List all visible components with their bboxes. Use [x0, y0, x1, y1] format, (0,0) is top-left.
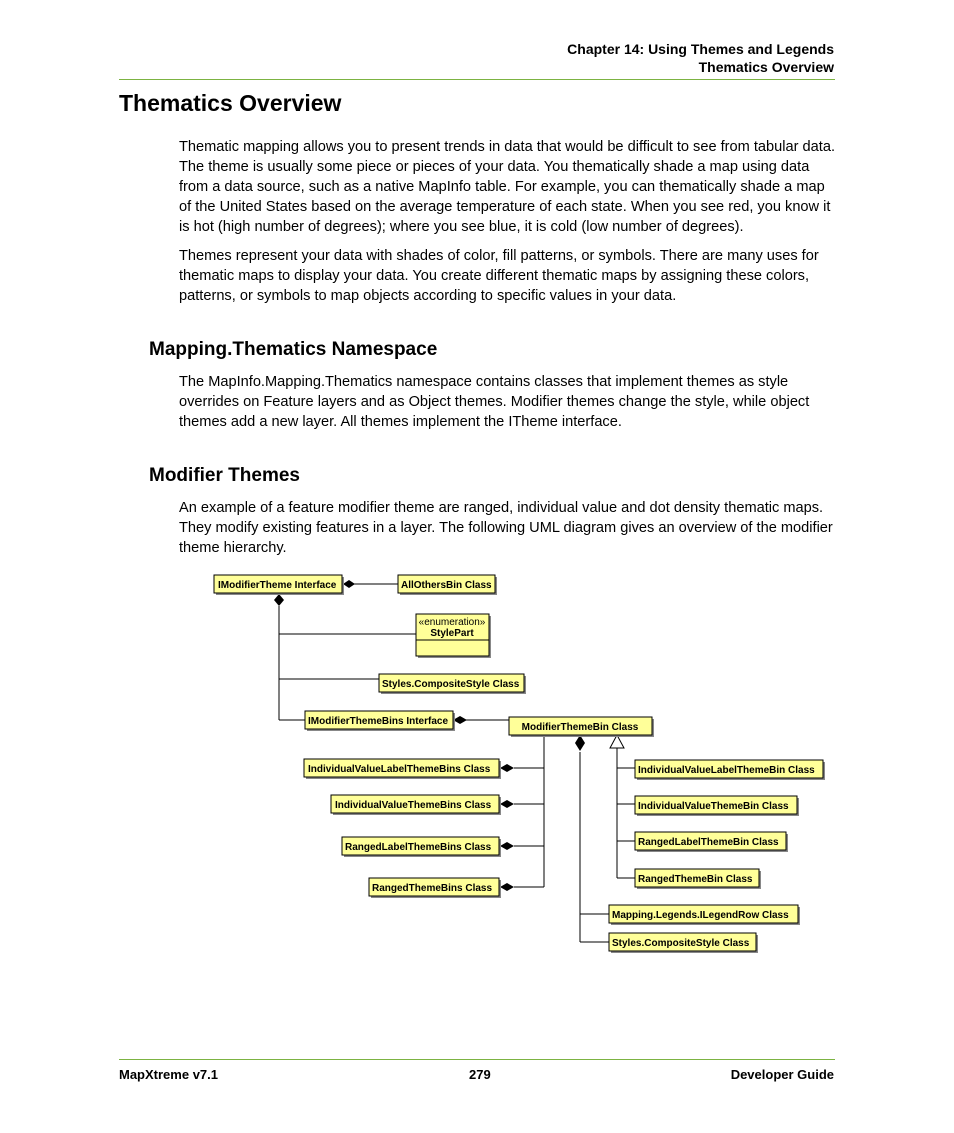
- uml-class-label: Styles.CompositeStyle Class: [382, 679, 520, 690]
- uml-class-composite-style-2: [609, 933, 758, 953]
- uml-class-label: IndividualValueLabelThemeBins Class: [308, 764, 491, 775]
- uml-class-imodifier-theme: [214, 575, 344, 595]
- uml-class-label: AllOthersBin Class: [401, 580, 492, 591]
- uml-class-ranged-theme-bins: [369, 878, 501, 898]
- namespace-heading: Mapping.Thematics Namespace: [149, 339, 438, 360]
- uml-class-label: RangedThemeBin Class: [638, 874, 753, 885]
- uml-class-label: Styles.CompositeStyle Class: [612, 938, 750, 949]
- footer-guide: Developer Guide: [730, 1067, 834, 1082]
- composition-diamond-icon: [575, 735, 585, 751]
- footer-page-number: 279: [469, 1067, 491, 1082]
- composition-diamond-icon: [453, 716, 467, 724]
- uml-class-iv-label-theme-bin: [635, 760, 825, 780]
- running-header-section: Thematics Overview: [698, 59, 834, 75]
- modifier-heading: Modifier Themes: [149, 465, 300, 486]
- uml-class-label: RangedLabelThemeBin Class: [638, 837, 779, 848]
- composition-diamond-icon: [343, 580, 355, 588]
- uml-class-label: IModifierTheme Interface: [218, 580, 337, 591]
- footer-rule: [119, 1059, 835, 1060]
- running-header-chapter: Chapter 14: Using Themes and Legends: [567, 41, 834, 57]
- uml-class-ranged-label-theme-bin: [635, 832, 788, 852]
- page-title: Thematics Overview: [119, 90, 342, 116]
- uml-class-imodifier-theme-bins: [305, 711, 455, 731]
- uml-stereotype-label: «enumeration»: [418, 617, 486, 628]
- footer-product: MapXtreme v7.1: [119, 1067, 218, 1082]
- uml-class-label: IModifierThemeBins Interface: [308, 716, 449, 727]
- composition-diamond-icon: [500, 764, 514, 772]
- uml-class-label: IndividualValueThemeBin Class: [638, 801, 789, 812]
- composition-diamond-icon: [274, 594, 284, 606]
- namespace-paragraph: The MapInfo.Mapping.Thematics namespace contains classes that implement themes as style overrides on Feature layers and as Object themes. Modifier themes change the style, while object themes add a new layer. All themes implement the ITheme interface.: [179, 374, 810, 430]
- uml-class-all-others-bin: [398, 575, 497, 595]
- uml-class-ranged-theme-bin: [635, 869, 761, 889]
- uml-class-iv-theme-bin: [635, 796, 799, 816]
- composition-diamond-icon: [500, 800, 514, 808]
- uml-class-label: RangedLabelThemeBins Class: [345, 842, 492, 853]
- composition-diamond-icon: [500, 883, 514, 891]
- uml-class-label: IndividualValueLabelThemeBin Class: [638, 765, 815, 776]
- uml-class-modifier-theme-bin: [509, 717, 654, 737]
- modifier-paragraph: An example of a feature modifier theme are ranged, individual value and dot density thematic maps. They modify existing features in a layer. The following UML diagram gives an overview of the modifier theme hierarchy.: [179, 500, 833, 556]
- uml-class-label: RangedThemeBins Class: [372, 883, 493, 894]
- composition-diamond-icon: [500, 842, 514, 850]
- themes-paragraph: Themes represent your data with shades of color, fill patterns, or symbols. There are many uses for thematic maps to display your data. You create different thematic maps by assigning these colors, patterns, or symbols to map objects according to specific values in your data.: [179, 248, 819, 304]
- uml-class-iv-theme-bins: [331, 795, 501, 815]
- intro-paragraph: Thematic mapping allows you to present trends in data that would be difficult to see from tabular data. The theme is usually some piece or pieces of your data. You thematically shade a map using data from a data source, such as a native MapInfo table. For example, you can thematically shade a map of the United States based on the average temperature of each state. When you see red, you know it is hot (high number of degrees); where you see blue, it is cold (low number of degrees).: [179, 139, 836, 235]
- uml-class-composite-style-1: [379, 674, 526, 694]
- uml-class-ranged-label-theme-bins: [342, 837, 501, 857]
- uml-enum-style-part: [416, 614, 491, 658]
- uml-class-label: StylePart: [430, 628, 474, 639]
- uml-class-iv-label-theme-bins: [304, 759, 501, 779]
- uml-class-label: IndividualValueThemeBins Class: [335, 800, 492, 811]
- uml-class-label: ModifierThemeBin Class: [521, 722, 639, 733]
- uml-class-legend-row: [609, 905, 800, 925]
- uml-class-label: Mapping.Legends.ILegendRow Class: [612, 910, 789, 921]
